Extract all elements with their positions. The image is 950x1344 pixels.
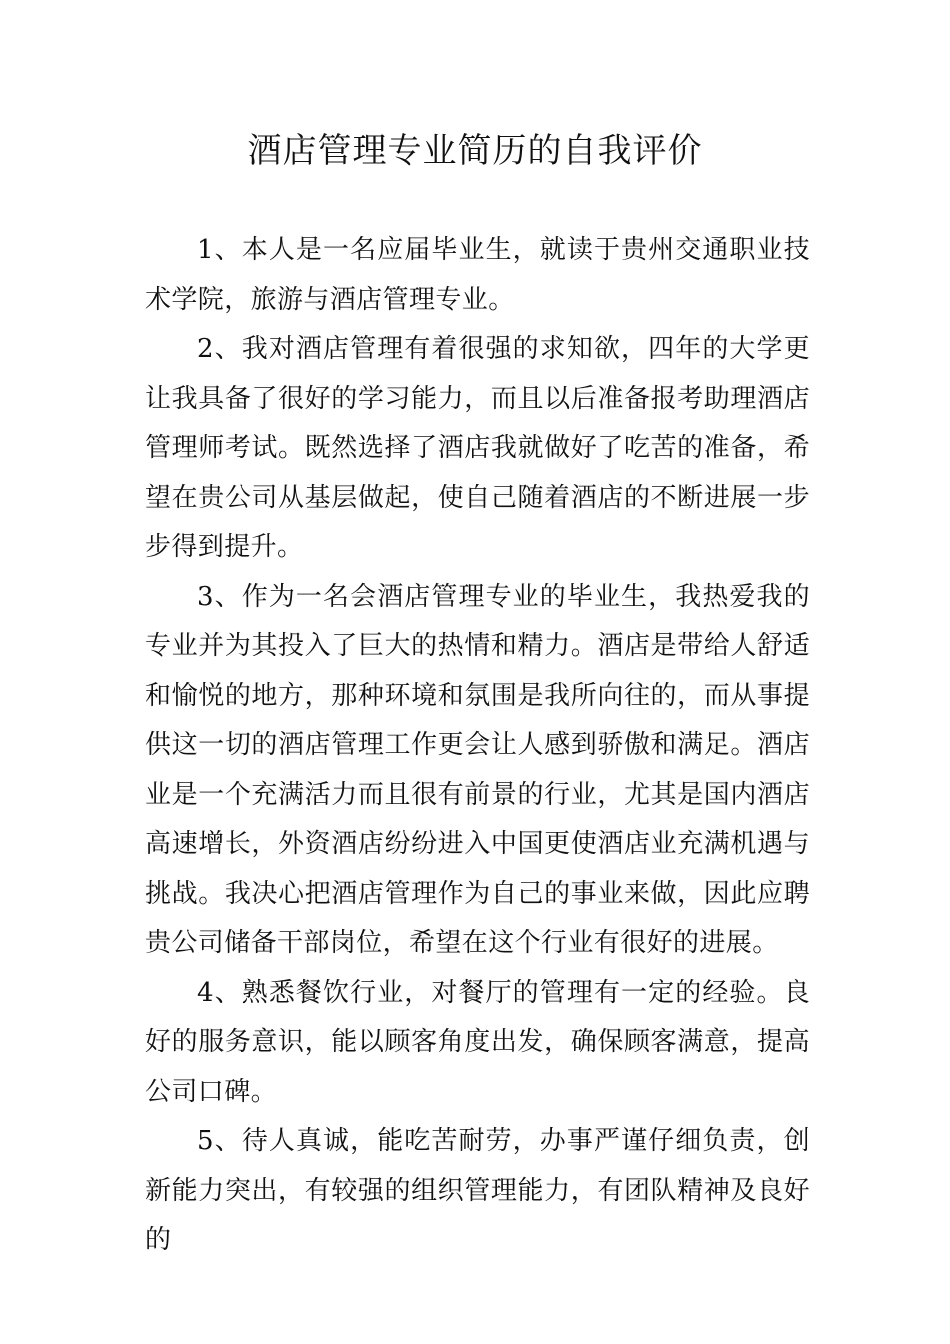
paragraph-1: 1、本人是一名应届毕业生，就读于贵州交通职业技术学院，旅游与酒店管理专业。 [145,235,810,315]
document-body [145,226,810,1266]
paragraph-5: 5、待人真诚，能吃苦耐劳，办事严谨仔细负责，创新能力突出，有较强的组织管理能力，有团队精神及良好的 [145,1126,810,1255]
paragraph-3: 3、作为一名会酒店管理专业的毕业生，我热爱我的专业并为其投入了巨大的热情和精力。酒店是带给人舒适和愉悦的地方，那种环境和氛围是我所向往的，而从事提供这一切的酒店管理工作更会让人感到骄傲和满足。酒店业是一个充满活力而且很有前景的行业，尤其是国内酒店高速增长，外资酒店纷纷进入中国更使酒店业充满机遇与挑战。我决心把酒店管理作为自己的事业来做，因此应聘贵公司储备干部岗位，希望在这个行业有很好的进展。 [145,581,810,958]
paragraph-2: 2、我对酒店管理有着很强的求知欲，四年的大学更让我具备了很好的学习能力，而且以后准备报考助理酒店管理师考试。既然选择了酒店我就做好了吃苦的准备，希望在贵公司从基层做起，使自己随着酒店的不断进展一步步得到提升。 [145,334,810,562]
paragraph-4: 4、熟悉餐饮行业，对餐厅的管理有一定的经验。良好的服务意识，能以顾客角度出发，确保顾客满意，提高公司口碑。 [145,977,810,1107]
document-title: 酒店管理专业简历的自我评价 [247,131,703,171]
